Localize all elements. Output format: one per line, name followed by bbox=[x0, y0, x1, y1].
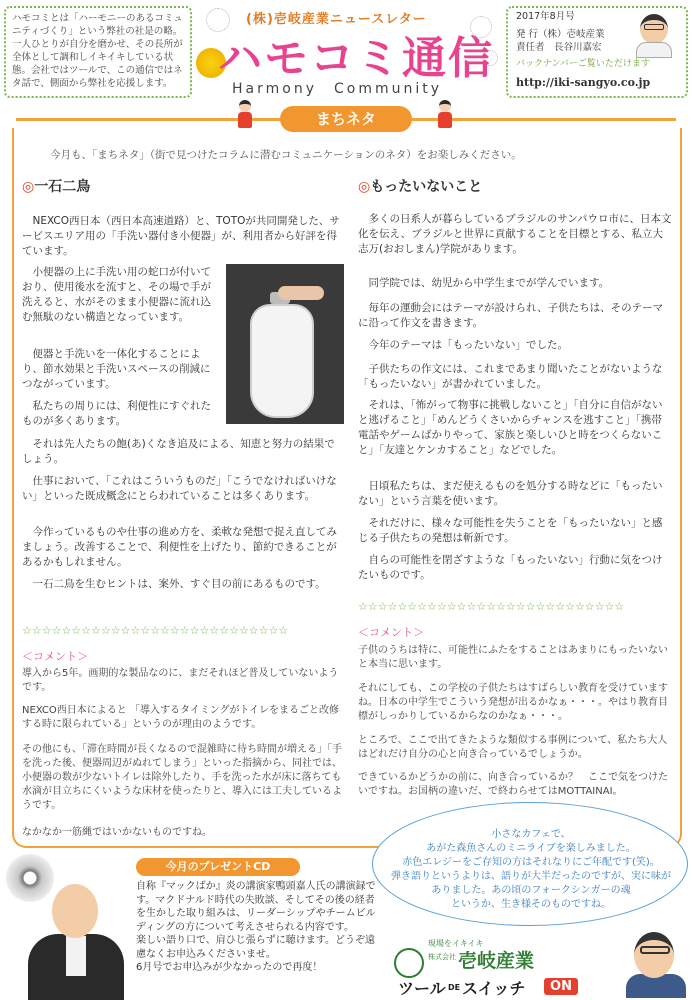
newsletter-subtitle: Harmony Community bbox=[232, 81, 443, 97]
left-paragraph: 便器と手洗いを一体化することにより、節水効果と手洗いスペースの削減につながっています。 bbox=[22, 348, 211, 390]
logo-tagline: 現場をイキイキ bbox=[428, 939, 484, 948]
publisher-line: 発 行（株）壱岐産業 bbox=[516, 29, 605, 40]
right-paragraph: 自らの可能性を閉ざすような「もったいない」行動に気をつけたいものです。 bbox=[358, 554, 663, 581]
header-intro-text: ハモコミとは「ハーモニーのあるコミュニティづくり」という弊社の社是の略。一人ひとりが自分を磨かせ、その長所が全体として調和しイキイキしている状態。会社ではツールで、この通信ではネタ話で、側面から弊社を応援します。 bbox=[12, 13, 183, 89]
section-banner: まちネタ bbox=[280, 106, 412, 132]
bubble-line: あがた森魚さんのミニライブを楽しみました。 bbox=[426, 843, 636, 854]
speaker-portrait bbox=[22, 884, 130, 1000]
present-cd-label: 今月のプレゼントCD bbox=[136, 858, 300, 876]
speech-bubble-text bbox=[388, 828, 674, 912]
left-comment: なかなか一筋縄ではいかないものですね。 bbox=[22, 827, 212, 838]
left-paragraph: それは先人たちの飽(あ)くなき追及による、知恵と努力の結果でしょう。 bbox=[22, 438, 335, 465]
left-paragraph: 私たちの周りには、利便性にすぐれたものが多くあります。 bbox=[22, 400, 211, 427]
header-intro-box bbox=[4, 6, 192, 98]
right-comment-heading: ＜コメント＞ bbox=[358, 626, 424, 639]
right-comment: それにしても、この学校の子供たちはすばらしい教育を受けていますね。日本の中学生でこういう発想が出るかなぁ・・・。やはり教育目標がしっかりしているからなのかなぁ・・・。 bbox=[358, 683, 668, 722]
girl-illustration-icon bbox=[236, 100, 254, 130]
newsletter-title: ハモコミ通信 bbox=[218, 33, 494, 84]
title-mark: ◎ bbox=[358, 179, 371, 195]
present-line: 自称『マックばか』炎の講演家鴨頭嘉人氏の講演録です。マクドナルド時代の失敗談、そしてその後の経者を生かした取り組みは、リーダーシップやチームビルディングの方について考えさせられる内容です。 bbox=[136, 881, 376, 933]
right-article-title bbox=[358, 176, 482, 196]
switch-on-badge: ON bbox=[544, 978, 578, 995]
present-description bbox=[136, 880, 376, 975]
issue-date: 2017年8月号 bbox=[516, 11, 575, 22]
hand-icon bbox=[278, 286, 324, 300]
manager-portrait-icon bbox=[626, 928, 688, 998]
right-paragraph: 毎年の運動会にはテーマが設けられ、子供たちは、そのテーマに沿って作文を書きます。 bbox=[358, 302, 664, 329]
right-paragraph: 日頃私たちは、まだ使えるものを処分する時などに「もったいない」という言葉を使います。 bbox=[358, 480, 663, 507]
right-paragraph: それは、「怖がって物事に挑戦しないこと」「自分に自信がないと逃げること」「めんどうくさいからチャンスを逃すこと」「携帯電話やゲームばかりやって、家族と楽しいひと時をつくらないこと」「友達とケンカすること」などでした。 bbox=[358, 399, 663, 456]
title-mark: ◎ bbox=[22, 179, 35, 195]
right-paragraph: 子供たちの作文には、これまであまり聞いたことがないような「もったいない」が書かれていました。 bbox=[358, 363, 663, 390]
left-article-title bbox=[22, 176, 90, 196]
left-comment: NEXCO西日本によると 「導入するタイミングがトイレをまるごと改修する時に限られている」というのが理由のようです。 bbox=[22, 705, 340, 730]
left-comment-heading: ＜コメント＞ bbox=[22, 650, 88, 663]
bubble-line: というか、生き様そのものですね。 bbox=[451, 899, 611, 910]
left-paragraph: 仕事において、「これはこういうものだ」「こうでなければいけない」といった既成概念にとらわれていることは多くあります。 bbox=[22, 475, 337, 502]
slogan-tool: ツール bbox=[398, 979, 446, 998]
bubble-line: 弾き語りというよりは、語りが大半だったのですが、実に味がありました。あの頃のフォークシンガーの魂 bbox=[391, 871, 671, 896]
editor-portrait-icon bbox=[634, 14, 674, 58]
section-intro: 今月も、「まちネタ」（街で見つけたコラムに潜むコミュニケーションのネタ）をお楽しみください。 bbox=[50, 149, 522, 161]
website-link[interactable]: http://iki-sangyo.co.jp bbox=[516, 76, 651, 89]
responsible-line: 責任者 長谷川嘉宏 bbox=[516, 42, 602, 53]
left-paragraph: NEXCO西日本（西日本高速道路）と、TOTOが共同開発した、サービスエリア用の「手洗い器付き小便器」が、利用者から好評を得ています。 bbox=[22, 215, 340, 257]
company-logo-icon bbox=[394, 948, 424, 978]
backnumber-note: バックナンバーご覧いただけます bbox=[516, 59, 650, 69]
left-comment: 導入から5年。画期的な製品なのに、まだそれほど普及していないようです。 bbox=[22, 668, 339, 693]
right-star-divider: ☆☆☆☆☆☆☆☆☆☆☆☆☆☆☆☆☆☆☆☆☆☆☆☆☆☆☆ bbox=[358, 600, 625, 613]
left-paragraph: 一石二鳥を生むヒントは、案外、すぐ目の前にあるものです。 bbox=[32, 578, 326, 590]
left-comment: その他にも、「滞在時間が長くなるので混雑時に待ち時間が増える」「手を洗った後、便器周辺がぬれてしまう」といった指摘から、同社では、小便器の数が少ないトイレは除外したり、手を洗った水が床に落ちても水滴が目立ちにくいような床材を使ったりと、導入には工夫しているようです。 bbox=[22, 744, 342, 811]
logo-kabushiki: 株式会社 bbox=[428, 953, 456, 961]
logo-company-name: 壱岐産業 bbox=[458, 950, 535, 972]
bubble-line: 赤色エレジーをご存知の方はそれなりにご年配です(笑)。 bbox=[402, 857, 660, 868]
right-comment: 子供のうちは特に、可能性にふたをすることはあまりにもったいないと本当に思います。 bbox=[358, 645, 668, 670]
left-paragraph: 今作っているものや仕事の進め方を、柔軟な発想で捉え直してみましょう。改善することで、利便性を上げたり、節約できることがあるかもしれません。 bbox=[22, 526, 337, 568]
present-line: 6月号でお申込みが少なかったので再度！ bbox=[136, 962, 323, 973]
girl-illustration-icon bbox=[436, 100, 454, 130]
urinal-photo bbox=[226, 264, 344, 424]
company-line: (株)壱岐産業ニュースレター bbox=[246, 12, 427, 27]
slogan-de: DE bbox=[448, 983, 461, 992]
left-star-divider: ☆☆☆☆☆☆☆☆☆☆☆☆☆☆☆☆☆☆☆☆☆☆☆☆☆☆☆ bbox=[22, 624, 289, 637]
bubble-line: 小さなカフェで、 bbox=[491, 829, 571, 840]
right-paragraph: 多くの日系人が暮らしているブラジルのサンパウロ市に、日本文化を伝え、ブラジルと世界に貢献することを目標とする、私立大志万(おおしまん)学院があります。 bbox=[358, 213, 672, 255]
right-paragraph: 今年のテーマは「もったいない」でした。 bbox=[368, 339, 568, 351]
publisher-box bbox=[506, 6, 688, 98]
publisher-info bbox=[516, 28, 605, 54]
right-article-title-text: もったいないこと bbox=[370, 179, 483, 195]
right-paragraph: それだけに、様々な可能性を失うことを「もったいない」と感じる子供たちの発想は斬新です。 bbox=[358, 517, 663, 544]
urinal-icon bbox=[250, 304, 314, 418]
slogan-switch: スイッチ bbox=[462, 979, 526, 998]
left-article-title-text: 一石二鳥 bbox=[34, 179, 91, 195]
right-paragraph: 同学院では、幼児から中学生までが学んでいます。 bbox=[368, 277, 610, 289]
left-paragraph: 小便器の上に手洗い用の蛇口が付いており、使用後水を流すと、その場で手が洗えると、水がそのまま小便器に流れ込む無駄のない構造となっています。 bbox=[22, 266, 211, 323]
right-comment: できているかどうかの前に、向き合っているか？ ここで気をつけたいですね。お国柄の違いだ、で終わらせてはMOTTAINAI。 bbox=[358, 772, 668, 797]
present-line: 楽しい語り口で、肩ひじ張らずに聴けます。どうぞ遠慮なくお申込みくださいませ。 bbox=[136, 935, 375, 960]
right-comment: ところで、ここで出てきたような類似する事例について、私たち大人はどれだけ自分の心と向き合っているでしょうか。 bbox=[358, 735, 668, 760]
